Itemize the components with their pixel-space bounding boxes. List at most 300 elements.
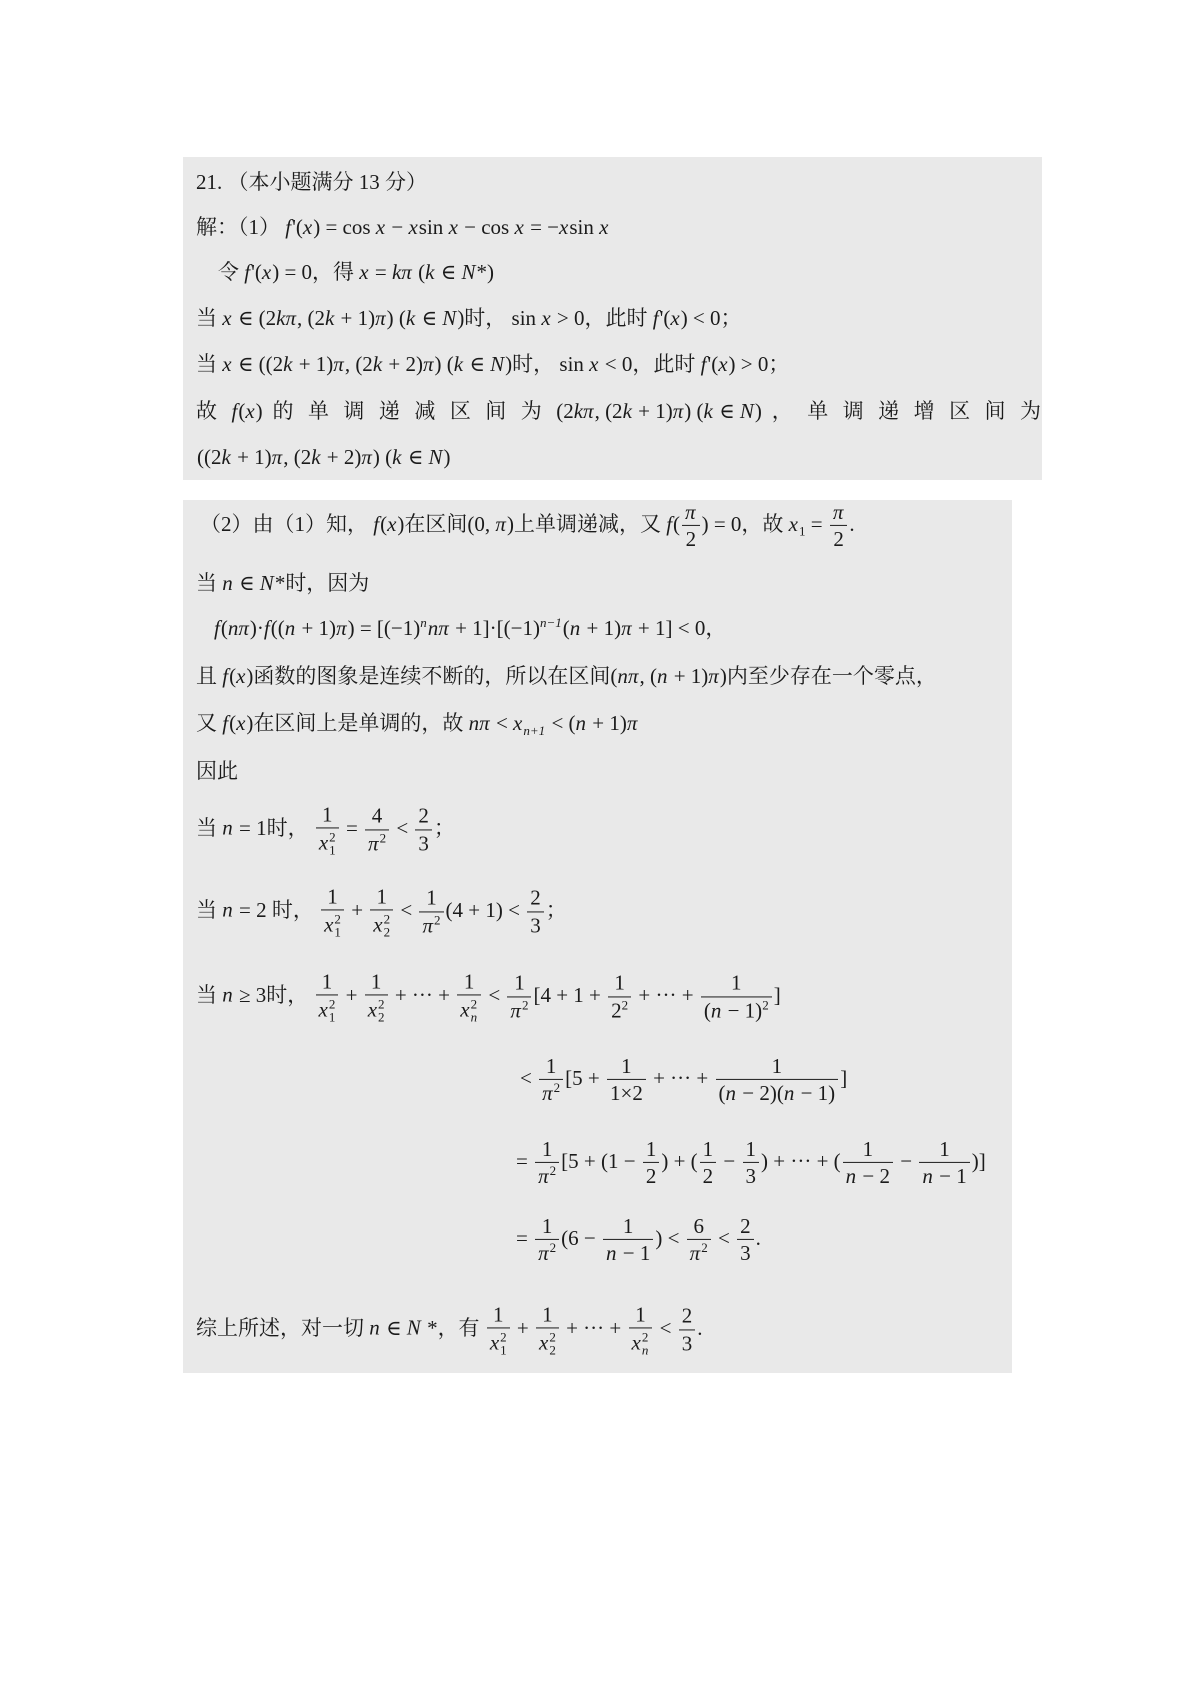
superscript: 2: [329, 829, 336, 845]
solution-line: [516, 1215, 761, 1265]
math-variable: n: [569, 615, 581, 640]
text-run: ) (: [684, 398, 704, 423]
text-run: 2: [681, 1303, 693, 1328]
fraction-denominator: [682, 526, 700, 551]
fraction: [535, 1215, 559, 1265]
text-run: )上单调递减，又: [506, 511, 667, 536]
text-run: <: [654, 1315, 677, 1340]
solution-line: [196, 663, 937, 689]
math-variable: nπ: [468, 710, 490, 735]
text-run: 令: [218, 259, 245, 284]
math-variable: f: [263, 615, 270, 640]
fraction: [365, 805, 389, 855]
text-run: 1: [645, 1136, 657, 1161]
fraction-numerator: [316, 803, 339, 828]
text-run: 1: [939, 1136, 950, 1161]
subscript: n: [470, 1009, 478, 1025]
math-variable: n: [222, 897, 233, 922]
text-run: 3: [418, 831, 429, 855]
fraction: [507, 972, 531, 1022]
text-run: ): [255, 398, 263, 423]
fraction-denominator: [716, 1080, 839, 1105]
fraction-numerator: [321, 885, 344, 910]
math-variable: x: [373, 912, 383, 937]
text-run: [5 + (1 −: [561, 1148, 641, 1173]
text-run: 1×2: [609, 1081, 643, 1105]
fraction-denominator: [316, 829, 339, 857]
subscript: 1: [329, 842, 336, 858]
text-run: 2: [611, 998, 622, 1022]
solution-line: [196, 885, 567, 938]
text-run: + ··· +: [389, 982, 456, 1007]
text-run: + 1]·[(−1): [449, 615, 540, 640]
fraction-numerator: [737, 1215, 754, 1240]
fraction-numerator: [607, 1055, 646, 1080]
text-run: *时，因为: [274, 570, 370, 595]
subscript: 2: [549, 1342, 556, 1358]
fraction-denominator: [370, 911, 393, 939]
math-variable: x: [718, 351, 728, 376]
fraction-denominator: [701, 997, 772, 1022]
math-variable: N: [406, 1315, 421, 1340]
text-run: −: [895, 1148, 918, 1173]
text-run: .: [755, 1225, 761, 1250]
fraction-numerator: [539, 1055, 563, 1080]
fraction-denominator: [629, 1329, 653, 1357]
text-run: , (2: [296, 305, 325, 330]
fraction: [536, 1303, 559, 1356]
math-variable: π: [510, 998, 521, 1022]
text-run: 1: [614, 970, 625, 995]
text-run: <: [712, 1225, 736, 1250]
text-run: + 1): [632, 398, 673, 423]
math-variable: f: [700, 351, 707, 376]
math-variable: k: [221, 444, 231, 469]
fraction-denominator: [365, 996, 388, 1024]
text-run: ∈: [233, 570, 260, 595]
sub-superscript: [334, 913, 341, 939]
text-run: + 2): [321, 444, 362, 469]
text-run: (: [380, 511, 388, 536]
math-variable: x: [318, 830, 329, 855]
math-variable: f: [666, 511, 673, 536]
text-run: − 2: [857, 1164, 891, 1188]
fraction: [487, 1303, 510, 1356]
superscript: 2: [379, 830, 387, 846]
superscript: n−1: [539, 615, 562, 631]
math-variable: x: [670, 305, 680, 330]
math-variable: N: [490, 351, 505, 376]
text-run: 因此: [196, 758, 238, 783]
fraction-denominator: [487, 1329, 510, 1357]
text-run: ): [754, 398, 762, 423]
sub-superscript: [549, 1331, 556, 1357]
text-run: 当: [196, 897, 223, 922]
text-run: 2: [702, 1164, 714, 1188]
fraction: [700, 1138, 717, 1188]
text-run: 1: [541, 1213, 553, 1238]
text-run: '(: [659, 305, 671, 330]
text-run: [5 +: [565, 1065, 605, 1090]
math-variable: kπ: [573, 398, 594, 423]
math-variable: f: [231, 398, 238, 423]
text-run: 1: [426, 885, 437, 910]
text-run: = −: [524, 214, 559, 239]
text-run: −: [718, 1148, 741, 1173]
text-run: + 1): [335, 305, 376, 330]
text-run: 解：（1）: [196, 214, 286, 239]
math-variable: x: [302, 214, 313, 239]
math-variable: f: [222, 663, 229, 688]
text-run: 综上所述，对一切: [196, 1315, 370, 1340]
math-variable: N: [259, 570, 274, 595]
math-variable: x: [448, 214, 458, 239]
fraction-numerator: [365, 805, 389, 830]
fraction: [701, 972, 772, 1022]
math-variable: x: [245, 398, 255, 423]
math-expression: [556, 398, 762, 424]
text-run: 当: [196, 815, 223, 840]
math-variable: k: [392, 444, 402, 469]
math-variable: N: [739, 398, 754, 423]
fraction-numerator: [843, 1138, 893, 1163]
text-run: (: [238, 398, 246, 423]
text-run: 3: [681, 1331, 693, 1355]
fraction-denominator: [507, 997, 531, 1022]
text-run: 1: [542, 1302, 553, 1327]
text-run: 1: [771, 1053, 783, 1078]
math-variable: x: [222, 351, 232, 376]
text-run: =: [369, 259, 392, 284]
text-run: + 2): [383, 351, 423, 376]
text-run: 3: [745, 1164, 757, 1188]
math-variable: x: [236, 663, 246, 688]
text-run: 2: [530, 885, 541, 910]
math-variable: π: [538, 1164, 549, 1188]
fraction-denominator: [843, 1163, 893, 1188]
text-run: 2: [418, 803, 429, 828]
subscript: n+1: [523, 722, 546, 738]
text-run: =: [516, 1148, 534, 1173]
text-run: ；: [433, 815, 455, 840]
math-variable: n: [222, 570, 233, 595]
math-variable: k: [311, 444, 321, 469]
solution-line: [196, 169, 427, 195]
text-run: (: [229, 710, 237, 735]
fraction-denominator: [365, 830, 389, 855]
text-run: 21. （本小题满分 13 分）: [196, 169, 427, 194]
fraction-denominator: [536, 1329, 559, 1357]
math-variable: N: [442, 305, 457, 330]
text-run: .: [697, 1315, 703, 1340]
text-run: 1: [745, 1136, 757, 1161]
text-run: 且: [196, 663, 223, 688]
text-run: 4: [371, 803, 383, 828]
fraction-numerator: [716, 1055, 839, 1080]
text-run: (4 + 1) <: [445, 897, 526, 922]
fraction: [629, 1303, 653, 1356]
math-variable: x: [222, 305, 232, 330]
text-run: 3: [530, 913, 541, 937]
math-variable: n: [783, 1081, 795, 1105]
text-run: ) > 0；: [728, 351, 790, 376]
fraction-denominator: [539, 1080, 563, 1105]
text-run: )在区间上是单调的，故: [246, 710, 469, 735]
solution-line: [196, 1303, 702, 1356]
math-variable: π: [542, 1081, 553, 1105]
math-variable: n: [725, 1081, 736, 1105]
fraction-denominator: [316, 996, 339, 1024]
text-run: ]: [840, 1065, 848, 1090]
fraction: [415, 805, 432, 855]
math-expression: [231, 398, 262, 424]
solution-line: [218, 259, 494, 285]
fraction-numerator: [687, 1215, 711, 1240]
sub-superscript: [471, 998, 479, 1024]
text-run: − 1): [795, 1081, 836, 1105]
text-run: , (: [639, 663, 657, 688]
fraction: [679, 1305, 696, 1355]
text-run: )时， sin: [505, 351, 590, 376]
fraction: [608, 972, 631, 1022]
text-run: <: [520, 1065, 538, 1090]
superscript: 2: [470, 996, 478, 1012]
text-run: − 1): [722, 998, 763, 1022]
math-variable: x: [324, 912, 334, 937]
text-run: ∈: [464, 351, 491, 376]
fraction: [419, 887, 443, 937]
math-variable: x: [359, 259, 369, 284]
solution-line: [196, 570, 369, 596]
math-variable: f: [244, 259, 251, 284]
fraction-numerator: [682, 501, 700, 526]
text-run: )·: [249, 615, 264, 640]
fraction-numerator: [919, 1138, 969, 1163]
text-run: ∈ (2: [232, 305, 277, 330]
math-variable: k: [372, 351, 383, 376]
fraction-denominator: [737, 1240, 754, 1265]
math-variable: π: [621, 615, 632, 640]
text-run: + ··· +: [560, 1315, 627, 1340]
fraction-denominator: [643, 1163, 660, 1188]
text-run: sin: [418, 214, 449, 239]
math-variable: x: [367, 997, 378, 1022]
math-variable: nπ: [227, 615, 249, 640]
fraction-denominator: [603, 1240, 653, 1265]
text-run: + ··· +: [647, 1065, 714, 1090]
math-variable: π: [361, 444, 372, 469]
superscript: 2: [549, 1329, 556, 1345]
math-variable: n: [369, 1315, 380, 1340]
fraction-numerator: [603, 1215, 653, 1240]
solution-line: [196, 710, 638, 736]
math-variable: π: [672, 398, 684, 423]
sub-superscript: [329, 831, 336, 857]
subscript: 2: [378, 1009, 385, 1025]
text-run: 1: [322, 802, 333, 827]
text-run: *): [476, 259, 494, 284]
solution-line: [197, 444, 451, 470]
math-variable: f: [222, 710, 229, 735]
text-run: 当: [196, 982, 223, 1007]
fraction-denominator: [415, 830, 432, 855]
math-variable: n: [922, 1164, 933, 1188]
math-variable: π: [689, 1241, 701, 1265]
math-variable: n: [222, 982, 233, 1007]
math-variable: k: [283, 351, 293, 376]
math-variable: k: [324, 305, 335, 330]
fraction: [743, 1138, 760, 1188]
solution-part-1-panel: [183, 157, 1042, 480]
math-variable: π: [832, 499, 844, 524]
text-run: <: [490, 710, 514, 735]
text-run: , (2: [283, 444, 312, 469]
text-run: 1: [545, 1053, 557, 1078]
text-run: ((: [270, 615, 285, 640]
solution-line: [520, 1055, 847, 1105]
text-run: = 1时，: [233, 815, 314, 840]
fraction: [603, 1215, 653, 1265]
fraction: [527, 887, 544, 937]
fraction: [843, 1138, 893, 1188]
fraction-numerator: [608, 972, 631, 997]
math-variable: kπ: [276, 305, 296, 330]
math-variable: x: [513, 710, 523, 735]
math-variable: x: [408, 214, 418, 239]
superscript: 2: [549, 1163, 557, 1179]
superscript: 2: [383, 911, 391, 927]
sub-superscript: [642, 1331, 650, 1357]
text-run: ∈: [402, 444, 429, 469]
fraction: [457, 970, 481, 1023]
text-run: )]: [971, 1148, 986, 1173]
math-variable: x: [559, 214, 569, 239]
math-variable: π: [422, 913, 433, 937]
fraction-denominator: [919, 1163, 969, 1188]
text-run: − cos: [458, 214, 515, 239]
solution-line: [214, 615, 726, 641]
fraction: [687, 1215, 711, 1265]
subscript: 1: [500, 1342, 507, 1358]
fraction-denominator: [535, 1240, 559, 1265]
fraction-numerator: [507, 972, 531, 997]
text-run: +: [340, 982, 363, 1007]
math-variable: π: [626, 710, 638, 735]
math-variable: N: [428, 444, 443, 469]
solution-line: [196, 305, 742, 331]
superscript: 2: [521, 997, 529, 1013]
text-run: ∈: [380, 1315, 407, 1340]
math-variable: x: [631, 1330, 641, 1355]
text-run: + 1): [293, 351, 334, 376]
text-run: +: [345, 897, 369, 922]
text-run: ) = [(−1): [347, 615, 421, 640]
text-run: sin: [569, 214, 600, 239]
text-run: ) <: [655, 1225, 685, 1250]
text-run: ， 单 调 递 增 区 间 为: [761, 398, 1042, 423]
fraction-denominator: [830, 526, 848, 551]
math-variable: π: [708, 663, 719, 688]
text-run: )在区间(0,: [397, 511, 496, 536]
math-variable: π: [685, 499, 696, 524]
text-run: 2: [645, 1164, 657, 1188]
math-variable: π: [336, 615, 347, 640]
text-run: =: [516, 1225, 534, 1250]
text-run: 当: [196, 305, 223, 330]
math-variable: k: [622, 398, 632, 423]
math-variable: x: [318, 997, 328, 1022]
fraction-numerator: [536, 1303, 559, 1328]
fraction-denominator: [457, 996, 481, 1024]
fraction-numerator: [370, 885, 393, 910]
fraction-numerator: [629, 1303, 653, 1328]
text-run: 2: [685, 527, 697, 551]
text-run: (: [718, 1081, 726, 1105]
text-run: ) = 0，得: [272, 259, 360, 284]
text-run: −: [386, 214, 409, 239]
solution-line: [196, 970, 781, 1023]
subscript: n: [641, 1342, 649, 1358]
fraction-denominator: [419, 912, 443, 937]
text-run: < (: [546, 710, 576, 735]
text-run: > 0，此时: [551, 305, 653, 330]
text-run: + 1] < 0，: [632, 615, 727, 640]
fraction-numerator: [643, 1138, 660, 1163]
text-run: ) + ··· + (: [761, 1148, 841, 1173]
text-run: 当: [196, 570, 223, 595]
fraction: [643, 1138, 660, 1188]
fraction-denominator: [527, 912, 544, 937]
solution-line: [200, 501, 855, 551]
text-run: 1: [621, 1053, 632, 1078]
math-variable: f: [373, 511, 380, 536]
math-variable: π: [495, 511, 506, 536]
text-run: + ··· +: [633, 982, 699, 1007]
text-run: (: [412, 259, 426, 284]
superscript: 2: [334, 911, 341, 927]
math-variable: π: [368, 831, 379, 855]
math-variable: n: [284, 615, 296, 640]
superscript: 2: [549, 1240, 557, 1256]
text-run: 1: [321, 969, 333, 994]
fraction: [321, 885, 344, 938]
fraction-numerator: [487, 1303, 510, 1328]
math-variable: f: [285, 214, 292, 239]
text-run: )函数的图象是连续不断的，所以在区间(: [246, 663, 618, 688]
fraction-numerator: [419, 887, 443, 912]
text-run: 故: [196, 398, 232, 423]
text-run: (: [229, 663, 237, 688]
superscript: 2: [500, 1329, 507, 1345]
math-variable: π: [375, 305, 386, 330]
fraction-denominator: [700, 1163, 717, 1188]
text-run: 的 单 调 递 减 区 间 为: [262, 398, 557, 423]
text-run: *，有: [421, 1315, 485, 1340]
math-variable: π: [271, 444, 283, 469]
text-run: − 1: [933, 1164, 967, 1188]
math-variable: f: [214, 615, 220, 640]
fraction-numerator: [457, 970, 481, 995]
text-run: ) < 0；: [680, 305, 742, 330]
text-run: （2）由（1）知，: [200, 511, 374, 536]
text-run: = 2 时，: [233, 897, 320, 922]
fraction-denominator: [535, 1163, 559, 1188]
math-variable: x: [788, 511, 798, 536]
fraction: [737, 1215, 754, 1265]
text-run: 6: [693, 1213, 704, 1238]
text-run: 3: [740, 1241, 751, 1265]
text-run: 1: [327, 884, 338, 909]
